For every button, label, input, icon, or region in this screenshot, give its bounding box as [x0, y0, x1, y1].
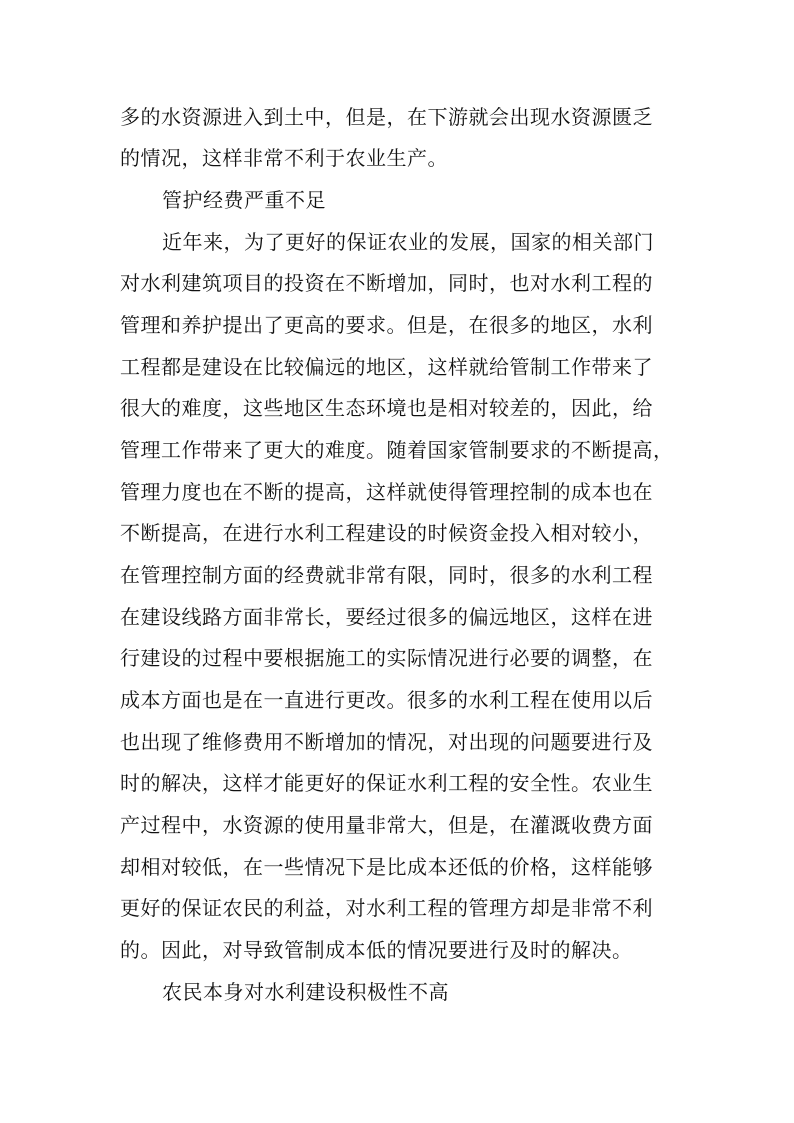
text-line: 对水利建筑项目的投资在不断增加，同时，也对水利工程的 — [120, 271, 653, 295]
text-line: 的情况，这样非常不利于农业生产。 — [120, 146, 448, 170]
text-line: 管理力度也在不断的提高，这样就使得管理控制的成本也在 — [120, 480, 653, 504]
text-line: 在管理控制方面的经费就非常有限，同时，很多的水利工程 — [120, 563, 653, 587]
section-heading: 农民本身对水利建设积极性不高 — [162, 980, 449, 1004]
text-line: 在建设线路方面非常长，要经过很多的偏远地区，这样在进 — [120, 605, 653, 629]
text-line: 也出现了维修费用不断增加的情况，对出现的问题要进行及 — [120, 730, 653, 754]
text-line: 时的解决，这样才能更好的保证水利工程的安全性。农业生 — [120, 771, 653, 795]
section-heading: 管护经费严重不足 — [162, 188, 326, 212]
text-line: 管理工作带来了更大的难度。随着国家管制要求的不断提高， — [120, 438, 674, 462]
text-line: 行建设的过程中要根据施工的实际情况进行必要的调整，在 — [120, 646, 653, 670]
text-line: 的。因此，对导致管制成本低的情况要进行及时的解决。 — [120, 938, 633, 962]
text-line: 成本方面也是在一直进行更改。很多的水利工程在使用以后 — [120, 688, 653, 712]
text-line: 却相对较低，在一些情况下是比成本还低的价格，这样能够 — [120, 855, 653, 879]
text-line: 管理和养护提出了更高的要求。但是，在很多的地区，水利 — [120, 313, 653, 337]
text-line: 多的水资源进入到土中，但是，在下游就会出现水资源匮乏 — [120, 105, 653, 129]
text-line: 不断提高，在进行水利工程建设的时候资金投入相对较小， — [120, 521, 653, 545]
text-line: 产过程中，水资源的使用量非常大，但是，在灌溉收费方面 — [120, 813, 653, 837]
text-line: 很大的难度，这些地区生态环境也是相对较差的，因此，给 — [120, 396, 653, 420]
paragraph-first-line: 近年来，为了更好的保证农业的发展，国家的相关部门 — [162, 230, 654, 254]
text-line: 更好的保证农民的利益，对水利工程的管理方却是非常不利 — [120, 896, 653, 920]
text-line: 工程都是建设在比较偏远的地区，这样就给管制工作带来了 — [120, 355, 653, 379]
